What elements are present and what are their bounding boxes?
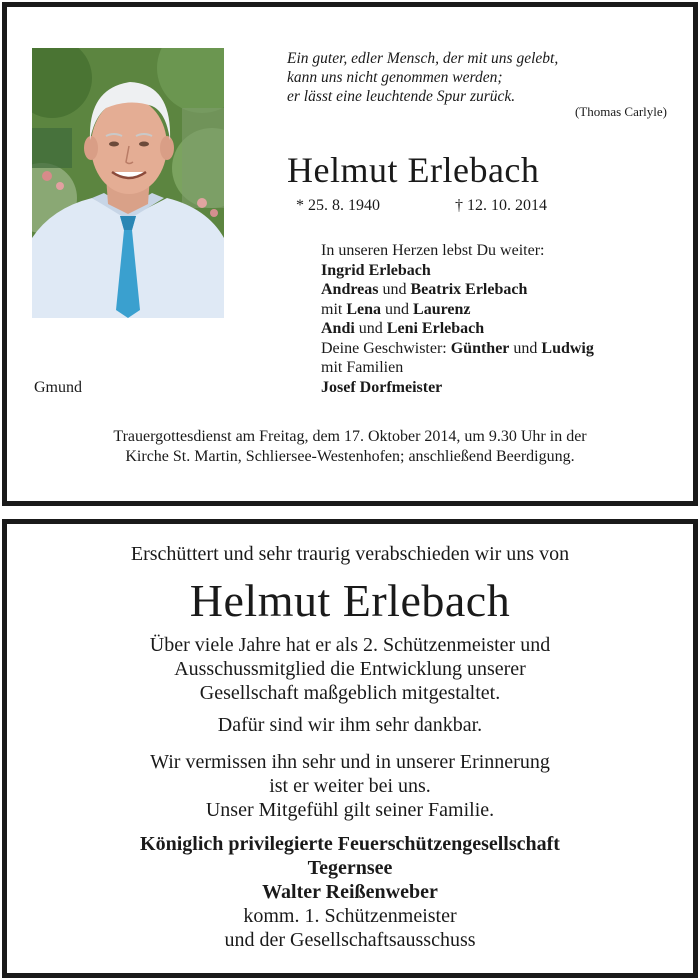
notice-intro: Erschüttert und sehr traurig verabschieden wir uns von [130, 543, 570, 565]
deceased-name: Helmut Erlebach [189, 575, 511, 626]
mourner-line: Deine Geschwister: Günther und Ludwig [321, 339, 594, 357]
quote [287, 49, 677, 106]
obituary-notice-family [2, 2, 698, 506]
thanks-line: Dafür sind wir ihm sehr dankbar. [217, 714, 483, 736]
mourners-list [321, 241, 594, 397]
committee-line: und der Gesellschaftsausschuss [224, 929, 476, 951]
birth-date: * 25. 8. 1940 [296, 197, 380, 214]
mourners-intro: In unseren Herzen lebst Du weiter: [321, 242, 545, 259]
portrait-photo [32, 48, 224, 318]
remembrance-line: Wir vermissen ihn sehr und in unserer Erinnerung [150, 751, 550, 773]
quote-line: kann uns nicht genommen werden; [287, 69, 503, 86]
tribute-line: Über viele Jahre hat er als 2. Schützenmeister und [149, 634, 551, 656]
death-date: † 12. 10. 2014 [455, 197, 547, 214]
quote-author: (Thomas Carlyle) [574, 104, 667, 119]
mourner-line: Ingrid Erlebach [321, 261, 431, 279]
service-line: Trauergottesdienst am Freitag, dem 17. Oktober 2014, um 9.30 Uhr in der [113, 428, 587, 445]
quote-line: Ein guter, edler Mensch, der mit uns gelebt, [287, 50, 559, 67]
mourner-line: mit Lena und Laurenz [321, 300, 471, 318]
tribute-line: Ausschussmitglied die Entwicklung unserer [174, 658, 526, 680]
signatory-name: Walter Reißenweber [262, 881, 438, 903]
remembrance-paragraph [7, 750, 693, 822]
remembrance-line: ist er weiter bei uns. [269, 775, 431, 797]
tribute-paragraph [7, 633, 693, 705]
remembrance-line: Unser Mitgefühl gilt seiner Familie. [205, 799, 495, 821]
signatory-role: komm. 1. Schützenmeister [243, 905, 457, 927]
place: Gmund [34, 379, 82, 396]
mourner-line: Andreas und Beatrix Erlebach [321, 281, 528, 298]
service-line: Kirche St. Martin, Schliersee-Westenhofen; anschließend Beerdigung. [125, 447, 575, 465]
quote-line: er lässt eine leuchtende Spur zurück. [287, 88, 516, 105]
mourner-line: Josef Dorfmeister [321, 378, 443, 396]
deceased-name: Helmut Erlebach [287, 150, 540, 190]
organization-name: Königlich privilegierte Feuerschützengesellschaft [140, 833, 560, 855]
signature-block [7, 832, 693, 952]
mourner-line: mit Familien [321, 359, 404, 376]
mourner-line: Andi und Leni Erlebach [321, 320, 485, 337]
organization-location: Tegernsee [307, 857, 393, 879]
thanks-paragraph [7, 713, 693, 737]
tribute-line: Gesellschaft maßgeblich mitgestaltet. [199, 682, 501, 704]
service-info [17, 427, 683, 466]
obituary-notice-club [2, 519, 698, 978]
